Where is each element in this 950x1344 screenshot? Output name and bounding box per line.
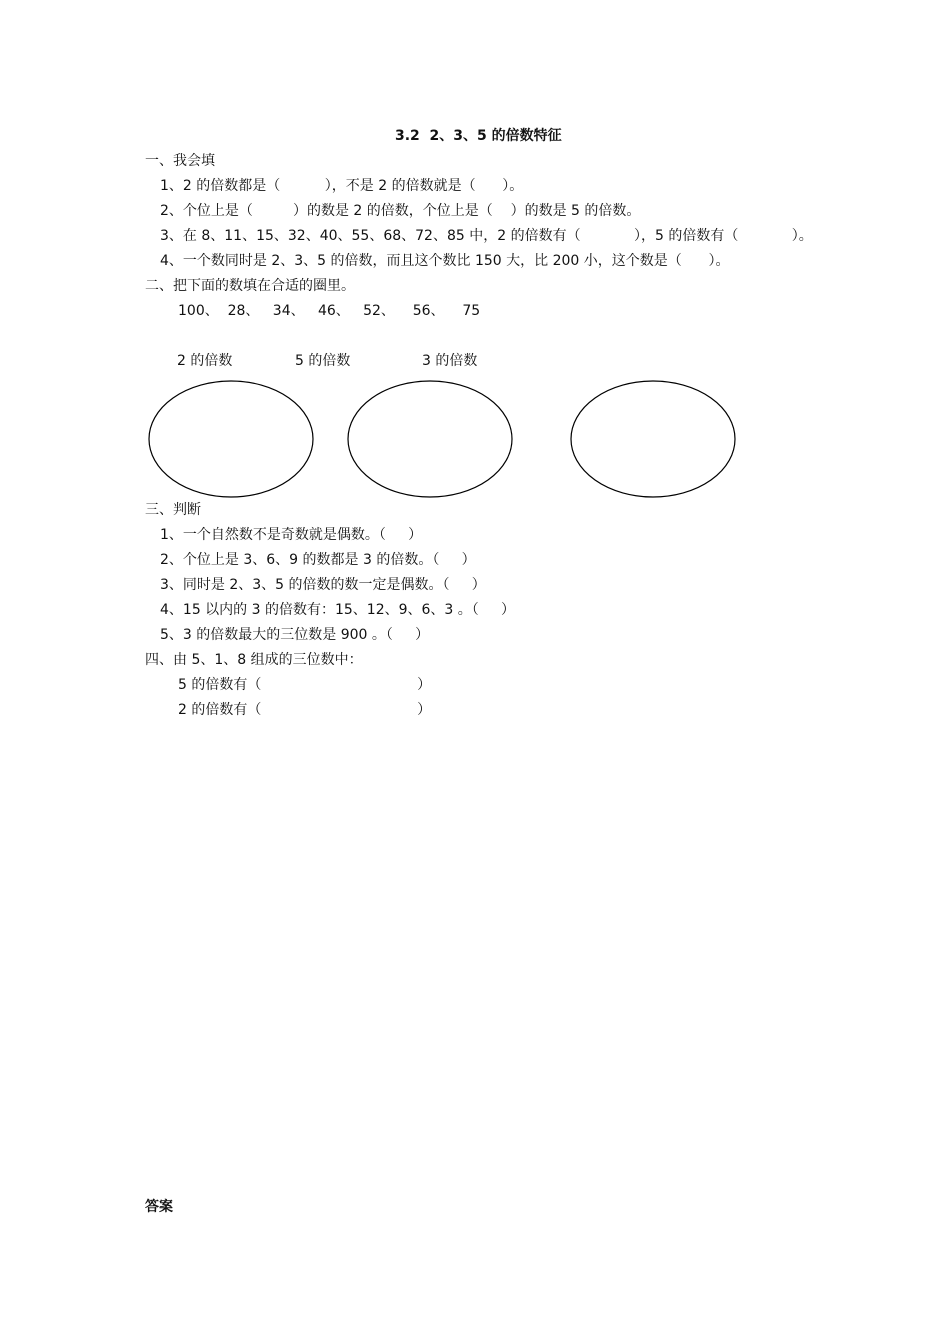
fill-item-1: 1、2 的倍数都是（ ），不是 2 的倍数就是（ ）。: [160, 178, 524, 194]
circle-label-multiples-of-3: 3 的倍数: [422, 353, 478, 369]
circle-label-multiples-of-5: 5 的倍数: [295, 353, 351, 369]
fill-item-4: 4、一个数同时是 2、3、5 的倍数，而且这个数比 150 大，比 200 小，这个数是（ ）。: [160, 253, 730, 269]
page-title: 3.2 2、3、5 的倍数特征: [395, 128, 562, 144]
judge-item-5: 5、3 的倍数最大的三位数是 900 。（ ）: [160, 627, 430, 643]
three-digit-item-2: 2 的倍数有（ ）: [178, 702, 432, 718]
section-1-heading: 一、我会填: [145, 153, 215, 169]
section-4-heading: 四、由 5、1、8 组成的三位数中：: [145, 652, 363, 668]
circle-label-multiples-of-2: 2 的倍数: [177, 353, 233, 369]
answer-heading: 答案: [145, 1199, 173, 1215]
section-3-heading: 三、判断: [145, 502, 201, 518]
fill-item-3: 3、在 8、11、15、32、40、55、68、72、85 中，2 的倍数有（ ），5 的倍数有（ ）。: [160, 228, 813, 244]
judge-item-3: 3、同时是 2、3、5 的倍数的数一定是偶数。（ ）: [160, 577, 486, 593]
judge-item-2: 2、个位上是 3、6、9 的数都是 3 的倍数。（ ）: [160, 552, 476, 568]
circle-multiples-of-2: [149, 381, 313, 497]
circle-multiples-of-5: [348, 381, 512, 497]
answer-circles: [0, 0, 950, 520]
fill-item-2: 2、个位上是（ ）的数是 2 的倍数，个位上是（ ）的数是 5 的倍数。: [160, 203, 641, 219]
judge-item-1: 1、一个自然数不是奇数就是偶数。（ ）: [160, 527, 423, 543]
judge-item-4: 4、15 以内的 3 的倍数有：15、12、9、6、3 。（ ）: [160, 602, 516, 618]
section-2-heading: 二、把下面的数填在合适的圈里。: [145, 278, 355, 294]
number-list: 100、 28、 34、 46、 52、 56、 75: [178, 303, 481, 319]
circle-multiples-of-3: [571, 381, 735, 497]
three-digit-item-1: 5 的倍数有（ ）: [178, 677, 432, 693]
